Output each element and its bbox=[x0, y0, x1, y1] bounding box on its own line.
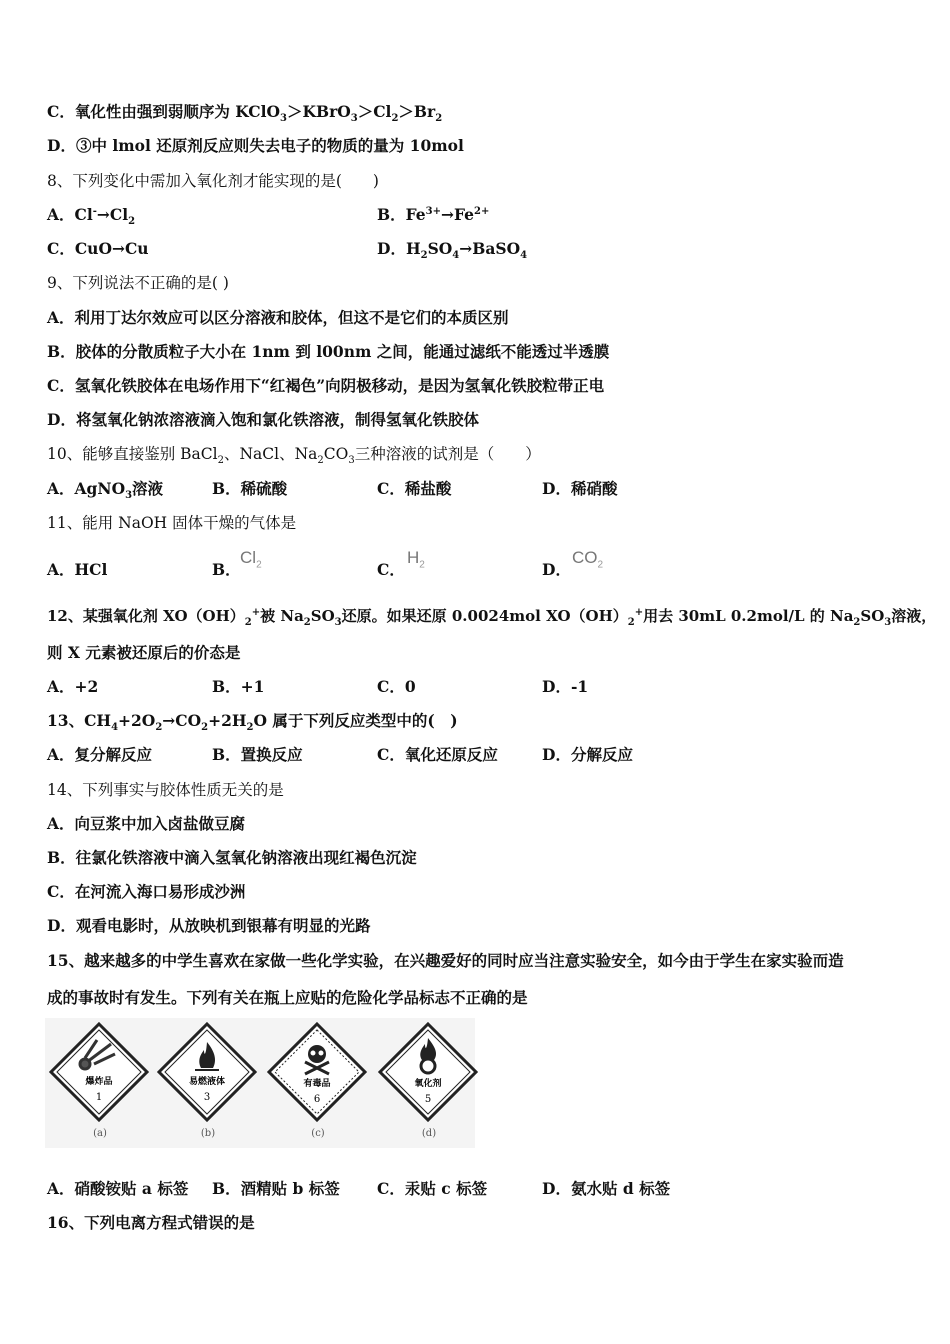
q10-stem: 10、能够直接鉴别 BaCl$_2$、NaCl、$Na_2CO_3$三种溶液的试剂是（ ） bbox=[47, 445, 541, 467]
q11-stem: 11、能用 NaOH 固体干燥的气体是 bbox=[47, 514, 297, 532]
q14-option-b: B．往氯化铁溶液中滴入氢氧化钠溶液出现红褐色沉淀 bbox=[47, 848, 417, 867]
sign-a-caption: (a) bbox=[93, 1128, 107, 1139]
q13-option-a: A．复分解反应 bbox=[47, 745, 153, 764]
q11-option-b-formula: $Cl_2$ bbox=[240, 548, 262, 571]
q11-option-d-formula: $CO_2$ bbox=[572, 548, 604, 571]
q13-option-b: B．置换反应 bbox=[212, 745, 303, 764]
q14-option-c: C．在河流入海口易形成沙洲 bbox=[47, 882, 246, 901]
q7-option-d: D．③中 lmol 还原剂反应则失去电子的物质的量为 10mol bbox=[47, 136, 464, 155]
flammable-liquid-sign-icon bbox=[157, 1022, 257, 1122]
q13-option-d: D．分解反应 bbox=[542, 745, 633, 764]
q13-stem: 13、$CH_4+2O_2\to CO_2+2H_2O$ 属于下列反应类型中的( ) bbox=[47, 711, 458, 734]
q14-stem: 14、下列事实与胶体性质无关的是 bbox=[47, 781, 284, 799]
sign-d-caption: (d) bbox=[421, 1128, 437, 1139]
q11-option-c: C． bbox=[377, 560, 405, 579]
toxic-sign-icon bbox=[267, 1022, 367, 1122]
q10-option-a: A．AgNO$_3$溶液 bbox=[47, 479, 164, 502]
q10-option-d: D．稀硝酸 bbox=[542, 479, 618, 498]
q11-option-d: D． bbox=[542, 560, 571, 579]
q15-stem-line1: 15、越来越多的中学生喜欢在家做一些化学实验，在兴趣爱好的同时应当注意实验安全，如今由于学生在家实验而造 bbox=[47, 951, 844, 970]
sign-d-label: 氧化剂 bbox=[414, 1079, 442, 1089]
q10-option-b: B．稀硫酸 bbox=[212, 479, 288, 498]
q14-option-a: A．向豆浆中加入卤盐做豆腐 bbox=[47, 814, 246, 833]
q9-stem: 9、下列说法不正确的是( ) bbox=[47, 274, 229, 292]
q12-stem-line2: 则 X 元素被还原后的价态是 bbox=[47, 643, 241, 662]
q11-option-c-formula: $H_2$ bbox=[407, 548, 425, 571]
sign-b-caption: (b) bbox=[200, 1128, 216, 1139]
q8-option-a: A．$Cl^-\to Cl_2$ bbox=[47, 205, 136, 228]
q13-option-c: C．氧化还原反应 bbox=[377, 745, 498, 764]
q9-option-a: A．利用丁达尔效应可以区分溶液和胶体，但这不是它们的本质区别 bbox=[47, 308, 509, 327]
sign-c-number: 6 bbox=[313, 1094, 321, 1105]
q16-stem: 16、下列电离方程式错误的是 bbox=[47, 1213, 255, 1232]
q9-option-c: C．氢氧化铁胶体在电场作用下“红褐色”向阴极移动，是因为氢氧化铁胶粒带正电 bbox=[47, 376, 605, 395]
q12-option-c: C．0 bbox=[377, 677, 416, 696]
q15-option-b: B．酒精贴 b 标签 bbox=[212, 1179, 340, 1198]
q15-stem-line2: 成的事故时有发生。下列有关在瓶上应贴的危险化学品标志不正确的是 bbox=[47, 988, 528, 1007]
oxidizer-sign-icon bbox=[378, 1022, 478, 1122]
sign-d-number: 5 bbox=[424, 1094, 432, 1105]
hazard-signs-figure bbox=[45, 1018, 475, 1148]
q8-stem: 8、下列变化中需加入氧化剂才能实现的是( ) bbox=[47, 172, 379, 190]
q14-option-d: D．观看电影时，从放映机到银幕有明显的光路 bbox=[47, 916, 371, 935]
q7-option-c: C．氧化性由强到弱顺序为 $KClO_3>KBrO_3>Cl_2>Br_2$ bbox=[47, 102, 443, 125]
q8-option-b: B．$Fe^{3+}\to Fe^{2+}$ bbox=[377, 205, 490, 224]
q9-option-d: D．将氢氧化钠浓溶液滴入饱和氯化铁溶液，制得氢氧化铁胶体 bbox=[47, 410, 479, 429]
q11-option-a: A．HCl bbox=[47, 560, 108, 579]
q11-option-b: B． bbox=[212, 560, 241, 579]
q15-option-c: C．汞贴 c 标签 bbox=[377, 1179, 488, 1198]
q12-option-a: A．+2 bbox=[47, 677, 99, 696]
sign-c-label: 有毒品 bbox=[303, 1079, 331, 1089]
sign-b-label: 易燃液体 bbox=[188, 1077, 226, 1087]
sign-c-caption: (c) bbox=[311, 1128, 325, 1139]
sign-a-label: 爆炸品 bbox=[85, 1077, 113, 1087]
q12-stem: 12、某强氧化剂 $XO(OH)_2^+$被 $Na_2SO_3$还原。如果还原 0.0024mol $XO(OH)_2^+$用去 30mL 0.2mol/L 的 $Na_2SO_3$溶液， bbox=[47, 607, 937, 628]
q8-option-c: C．CuO→Cu bbox=[47, 239, 149, 258]
q15-option-a: A．硝酸铵贴 a 标签 bbox=[47, 1179, 189, 1198]
sign-b-number: 3 bbox=[203, 1092, 211, 1103]
q12-option-d: D．-1 bbox=[542, 677, 589, 696]
q8-option-d: D．$H_2SO_4\to BaSO_4$ bbox=[377, 239, 528, 262]
sign-a-number: 1 bbox=[95, 1092, 103, 1103]
q10-option-c: C．稀盐酸 bbox=[377, 479, 452, 498]
q15-option-d: D．氨水贴 d 标签 bbox=[542, 1179, 671, 1198]
q9-option-b: B．胶体的分散质粒子大小在 1nm 到 l00nm 之间，能通过滤纸不能透过半透膜 bbox=[47, 342, 610, 361]
explosive-sign-icon bbox=[49, 1022, 149, 1122]
q12-option-b: B．+1 bbox=[212, 677, 265, 696]
